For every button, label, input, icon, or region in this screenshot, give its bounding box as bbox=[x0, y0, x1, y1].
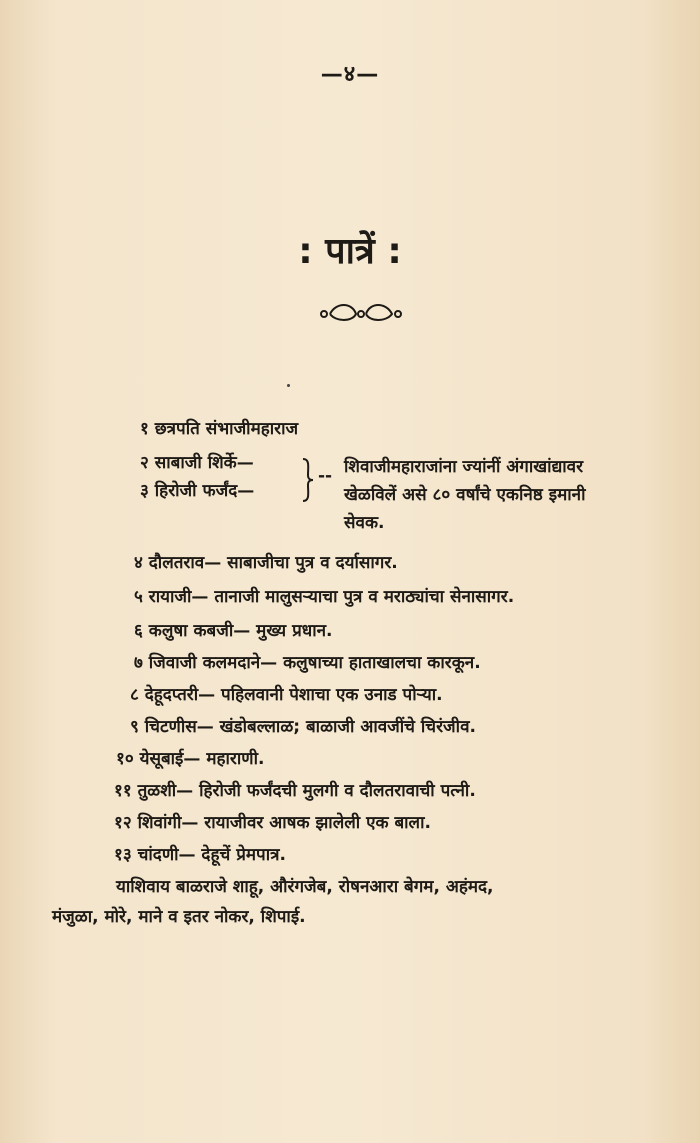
cast-item-7: ७ जिवाजी कलमदाने— कलुषाच्या हाताखालचा कारकून. bbox=[134, 653, 481, 673]
cast-item-4: ४ दौलतराव— साबाजीचा पुत्र व दर्यासागर. bbox=[134, 553, 398, 573]
cast-item-11: ११ तुळशी— हिरोजी फर्जंदची मुलगी व दौलतरावाची पत्नी. bbox=[114, 781, 476, 801]
cast-item-8: ८ देहूदप्तरी— पहिलवानी पेशाचा एक उनाड पोऱ्या. bbox=[130, 685, 443, 705]
cast-item-10: १० येसूबाई— महाराणी. bbox=[116, 749, 265, 769]
others-line-1: याशिवाय बाळराजे शाहू, औरंगजेब, रोषनआरा बेगम, अहंमद, bbox=[116, 877, 494, 897]
cast-desc-line-2: खेळविलें असे ८० वर्षांचे एकनिष्ठ इमानी bbox=[344, 485, 586, 505]
cast-item-13: १३ चांदणी— देहूचें प्रेमपात्र. bbox=[114, 845, 286, 865]
connector-dash: -- bbox=[318, 466, 333, 486]
page-title: : पात्रें : bbox=[298, 231, 402, 272]
cast-desc-line-3: सेवक. bbox=[344, 513, 385, 533]
others-line-2: मंजुळा, मोरे, माने व इतर नोकर, शिपाई. bbox=[52, 907, 306, 927]
cast-item-9: ९ चिटणीस— खंडोबल्लाळ; बाळाजी आवजींचे चिरंजीव. bbox=[130, 717, 476, 737]
cast-item-1: १ छत्रपति संभाजीमहाराज bbox=[140, 419, 299, 439]
brace-icon bbox=[300, 457, 316, 507]
cast-item-5: ५ रायाजी— तानाजी मालुसऱ्याचा पुत्र व मराठ्यांचा सेनासागर. bbox=[134, 587, 515, 607]
flourish-divider-icon bbox=[318, 298, 404, 328]
cast-item-6: ६ कलुषा कबजी— मुख्य प्रधान. bbox=[134, 621, 333, 641]
cast-item-2: २ साबाजी शिर्के— bbox=[140, 453, 254, 473]
stray-dot bbox=[287, 384, 290, 387]
page-number: —४— bbox=[320, 62, 380, 87]
cast-desc-line-1: शिवाजीमहाराजांना ज्यांनीं अंगाखांद्यावर bbox=[344, 457, 584, 477]
cast-item-12: १२ शिवांगी— रायाजीवर आषक झालेली एक बाला. bbox=[114, 813, 431, 833]
cast-item-3: ३ हिरोजी फर्जंद— bbox=[140, 481, 255, 501]
